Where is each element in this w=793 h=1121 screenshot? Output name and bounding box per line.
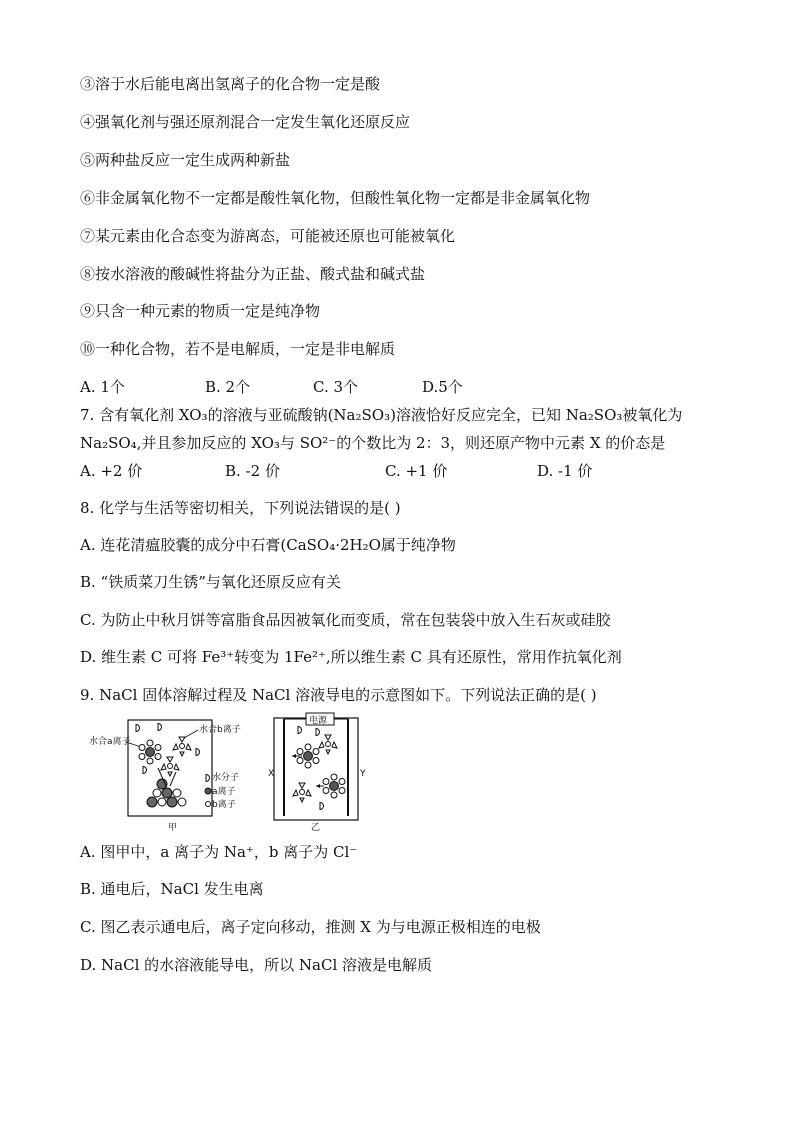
q6-option-a[interactable]: A. 1个 — [80, 378, 125, 396]
statement-8: ⑧按水溶液的酸碱性将盐分为正盐、酸式盐和碱式盐 — [80, 265, 426, 283]
nacl-crystal — [147, 779, 186, 807]
beaker-jia — [89, 720, 241, 833]
q7-option-a[interactable]: A. +2 价 — [80, 462, 143, 480]
statement-5: ⑤两种盐反应一定生成两种新盐 — [80, 151, 291, 169]
q8-option-b[interactable]: B. “铁质菜刀生锈”与氧化还原反应有关 — [80, 573, 341, 591]
q9-option-c[interactable]: C. 图乙表示通电后，离子定向移动，推测 X 为与电源正极相连的电极 — [80, 918, 541, 936]
q8-option-c[interactable]: C. 为防止中秋月饼等富脂食品因被氧化而变质，常在包装袋中放入生石灰或硅胶 — [80, 611, 611, 629]
q8-option-d[interactable]: D. 维生素 C 可将 Fe³⁺转变为 1Fe²⁺,所以维生素 C 具有还原性，常用作抗氧化剂 — [80, 648, 622, 666]
q8-stem: 8. 化学与生活等密切相关，下列说法错误的是( ) — [80, 499, 401, 517]
q9-option-d[interactable]: D. NaCl 的水溶液能导电，所以 NaCl 溶液是电解质 — [80, 956, 433, 974]
legend-water: 水分子 — [212, 773, 240, 783]
statement-3: ③溶于水后能电离出氢离子的化合物一定是酸 — [80, 75, 381, 93]
statement-7: ⑦某元素由化合态变为游离态，可能被还原也可能被氧化 — [80, 227, 456, 245]
q9-stem: 9. NaCl 固体溶解过程及 NaCl 溶液导电的示意图如下。下列说法正确的是( ) — [80, 686, 597, 704]
q7-stem-line2: Na₂SO₄,并且参加反应的 XO₃与 SO²⁻的个数比为 2：3，则还原产物中元素 X 的价态是 — [80, 434, 666, 452]
q7-option-b[interactable]: B. -2 价 — [225, 462, 280, 480]
statement-4: ④强氧化剂与强还原剂混合一定发生氧化还原反应 — [80, 113, 411, 131]
q9-option-a[interactable]: A. 图甲中，a 离子为 Na⁺，b 离子为 Cl⁻ — [80, 843, 358, 861]
statement-6: ⑥非金属氧化物不一定都是酸性氧化物，但酸性氧化物一定都是非金属氧化物 — [80, 189, 591, 207]
electrode-x-label: X — [268, 769, 275, 779]
caption-yi: 乙 — [311, 823, 321, 833]
q7-option-d[interactable]: D. -1 价 — [537, 462, 593, 480]
q6-option-b[interactable]: B. 2个 — [205, 378, 251, 396]
q8-option-a[interactable]: A. 连花清瘟胶囊的成分中石膏(CaSO₄·2H₂O属于纯净物 — [80, 536, 456, 554]
legend-b: b离子 — [212, 800, 236, 810]
q9-option-b[interactable]: B. 通电后，NaCl 发生电离 — [80, 880, 264, 898]
q6-option-c[interactable]: C. 3个 — [313, 378, 359, 396]
q7-options — [80, 461, 720, 481]
electrode-y-label: Y — [360, 769, 366, 779]
q6-option-d[interactable]: D.5个 — [422, 378, 463, 396]
power-supply: 电源 — [309, 716, 328, 726]
q7-stem-line1: 7. 含有氧化剂 XO₃的溶液与亚硫酸钠(Na₂SO₃)溶液恰好反应完全，已知 Na₂SO₃被氧化为 — [80, 406, 683, 424]
nacl-dissolution-figure — [88, 712, 388, 838]
q7-option-c[interactable]: C. +1 价 — [385, 462, 448, 480]
statement-10: ⑩一种化合物，若不是电解质，一定是非电解质 — [80, 340, 396, 358]
label-hydrated-a: 水合a离子 — [89, 737, 131, 747]
statement-9: ⑨只含一种元素的物质一定是纯净物 — [80, 302, 321, 320]
q6-options — [80, 377, 720, 397]
label-hydrated-b: 水合b离子 — [199, 725, 241, 735]
caption-jia: 甲 — [168, 823, 178, 833]
electrolysis-yi — [268, 713, 366, 833]
legend-a: a离子 — [212, 787, 236, 797]
